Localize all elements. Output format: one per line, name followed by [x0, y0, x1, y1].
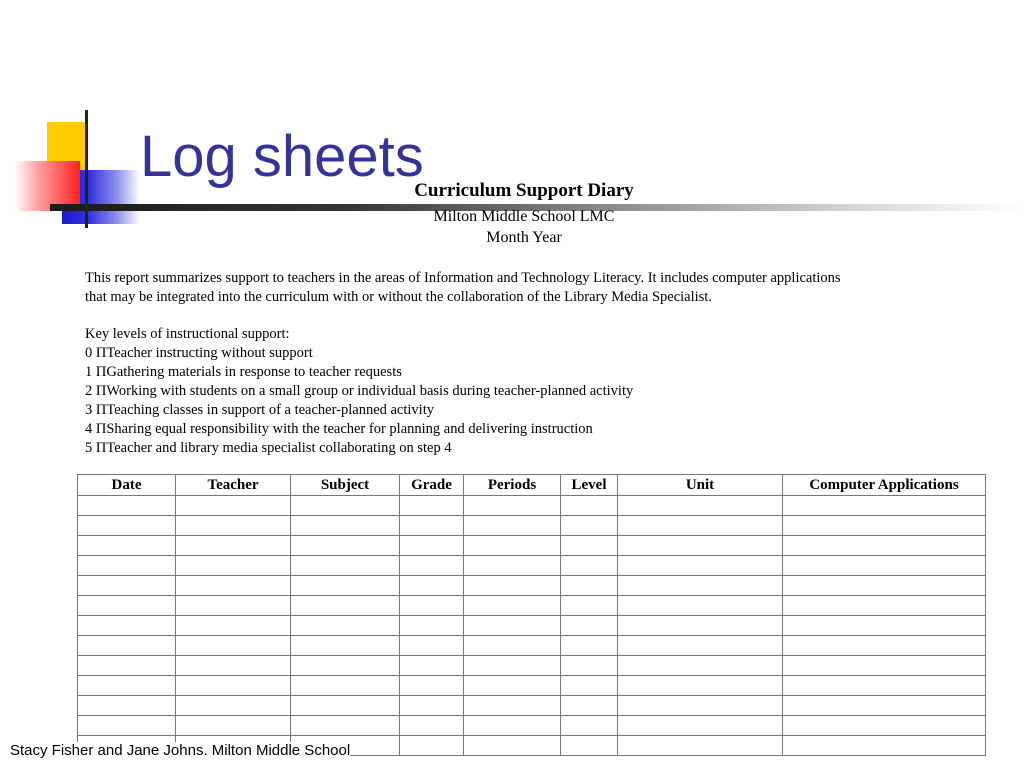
table-cell[interactable] — [618, 516, 783, 536]
table-cell[interactable] — [78, 636, 176, 656]
table-cell[interactable] — [464, 696, 561, 716]
table-cell[interactable] — [78, 496, 176, 516]
table-cell[interactable] — [78, 656, 176, 676]
table-cell[interactable] — [783, 536, 986, 556]
table-cell[interactable] — [464, 616, 561, 636]
table-cell[interactable] — [561, 576, 618, 596]
table-cell[interactable] — [176, 696, 291, 716]
table-cell[interactable] — [783, 656, 986, 676]
table-cell[interactable] — [291, 556, 400, 576]
column-header-subject: Subject — [291, 475, 400, 496]
table-cell[interactable] — [291, 656, 400, 676]
table-cell[interactable] — [400, 556, 464, 576]
table-cell[interactable] — [291, 636, 400, 656]
table-cell[interactable] — [291, 536, 400, 556]
table-cell[interactable] — [291, 496, 400, 516]
table-cell[interactable] — [78, 596, 176, 616]
level-item: 3 ΠTeaching classes in support of a teacher-planned activity — [85, 402, 434, 418]
level-item: 5 ΠTeacher and library media specialist collaborating on step 4 — [85, 440, 452, 456]
table-cell[interactable] — [618, 736, 783, 756]
table-cell[interactable] — [783, 516, 986, 536]
table-cell[interactable] — [618, 536, 783, 556]
column-header-periods: Periods — [464, 475, 561, 496]
table-cell[interactable] — [176, 536, 291, 556]
table-cell[interactable] — [561, 676, 618, 696]
column-header-date: Date — [78, 475, 176, 496]
table-cell[interactable] — [618, 676, 783, 696]
support-levels — [85, 325, 633, 458]
table-cell[interactable] — [176, 676, 291, 696]
table-cell[interactable] — [176, 516, 291, 536]
level-item: 4 ΠSharing equal responsibility with the teacher for planning and delivering instruction — [85, 421, 593, 437]
table-cell[interactable] — [561, 736, 618, 756]
table-cell[interactable] — [291, 616, 400, 636]
column-header-level: Level — [561, 475, 618, 496]
header-row — [78, 475, 986, 496]
table-cell[interactable] — [291, 716, 400, 736]
slide-title: Log sheets — [140, 124, 424, 189]
level-item: 2 ΠWorking with students on a small group or individual basis during teacher-planned activity — [85, 383, 634, 399]
table-cell[interactable] — [400, 596, 464, 616]
column-header-unit: Unit — [618, 475, 783, 496]
table-cell[interactable] — [176, 596, 291, 616]
table-cell[interactable] — [78, 536, 176, 556]
table-cell[interactable] — [176, 716, 291, 736]
table-cell[interactable] — [561, 616, 618, 636]
table-cell[interactable] — [464, 556, 561, 576]
table-cell[interactable] — [561, 636, 618, 656]
table-cell[interactable] — [561, 536, 618, 556]
table-cell[interactable] — [176, 636, 291, 656]
table-cell[interactable] — [618, 616, 783, 636]
table-row — [78, 656, 986, 676]
footer-credit: Stacy Fisher and Jane Johns. Milton Middle School — [10, 742, 351, 759]
table-cell[interactable] — [561, 716, 618, 736]
table-cell[interactable] — [783, 636, 986, 656]
level-item: 1 ΠGathering materials in response to teacher requests — [85, 364, 402, 380]
table-cell[interactable] — [291, 516, 400, 536]
table-cell[interactable] — [176, 616, 291, 636]
table-cell[interactable] — [78, 576, 176, 596]
table-row — [78, 636, 986, 656]
level-item: 0 ΠTeacher instructing without support — [85, 345, 313, 361]
table-cell[interactable] — [464, 596, 561, 616]
table-row — [78, 676, 986, 696]
table-cell[interactable] — [291, 576, 400, 596]
table-cell[interactable] — [78, 696, 176, 716]
table-cell[interactable] — [783, 616, 986, 636]
column-header-computer-applications: Computer Applications — [783, 475, 986, 496]
table-cell[interactable] — [783, 696, 986, 716]
table-cell[interactable] — [618, 496, 783, 516]
table-cell[interactable] — [291, 676, 400, 696]
table-cell[interactable] — [618, 556, 783, 576]
intro-line: that may be integrated into the curriculum with or without the collaboration of the Library Media Specialist. — [85, 289, 712, 305]
intro-paragraph — [85, 269, 841, 307]
table-cell[interactable] — [561, 656, 618, 676]
table-cell[interactable] — [78, 676, 176, 696]
table-cell[interactable] — [400, 516, 464, 536]
table-cell[interactable] — [464, 536, 561, 556]
table-cell[interactable] — [400, 676, 464, 696]
table-cell[interactable] — [618, 656, 783, 676]
table-cell[interactable] — [464, 576, 561, 596]
table-cell[interactable] — [176, 656, 291, 676]
table-row — [78, 556, 986, 576]
table-cell[interactable] — [783, 736, 986, 756]
table-cell[interactable] — [464, 496, 561, 516]
document-title: Curriculum Support Diary — [414, 180, 634, 201]
table-cell[interactable] — [783, 496, 986, 516]
table-cell[interactable] — [783, 576, 986, 596]
table-cell[interactable] — [78, 616, 176, 636]
intro-line: This report summarizes support to teachers in the areas of Information and Technology Literacy. It includes computer applications — [85, 270, 841, 286]
table-cell[interactable] — [78, 556, 176, 576]
table-row — [78, 496, 986, 516]
table-row — [78, 696, 986, 716]
column-header-grade: Grade — [400, 475, 464, 496]
table-cell[interactable] — [464, 636, 561, 656]
table-cell[interactable] — [176, 496, 291, 516]
table-cell[interactable] — [400, 536, 464, 556]
table-cell[interactable] — [618, 696, 783, 716]
log-table — [77, 474, 986, 756]
table-row — [78, 516, 986, 536]
table-row — [78, 616, 986, 636]
table-cell[interactable] — [400, 736, 464, 756]
table-cell[interactable] — [400, 496, 464, 516]
table-cell[interactable] — [78, 716, 176, 736]
table-cell[interactable] — [291, 696, 400, 716]
table-cell[interactable] — [400, 656, 464, 676]
table-cell[interactable] — [783, 676, 986, 696]
table-cell[interactable] — [400, 716, 464, 736]
table-cell[interactable] — [618, 596, 783, 616]
table-cell[interactable] — [464, 656, 561, 676]
table-cell[interactable] — [618, 636, 783, 656]
document-period: Month Year — [486, 229, 562, 246]
table-cell[interactable] — [618, 576, 783, 596]
table-cell[interactable] — [176, 576, 291, 596]
table-cell[interactable] — [78, 516, 176, 536]
table-cell[interactable] — [783, 556, 986, 576]
table-cell[interactable] — [464, 716, 561, 736]
table-cell[interactable] — [400, 576, 464, 596]
table-cell[interactable] — [291, 596, 400, 616]
document-subtitle: Milton Middle School LMC — [433, 208, 615, 225]
table-cell[interactable] — [176, 556, 291, 576]
table-cell[interactable] — [783, 716, 986, 736]
table-row — [78, 536, 986, 556]
table-cell[interactable] — [400, 616, 464, 636]
table-cell[interactable] — [783, 596, 986, 616]
table-cell[interactable] — [618, 716, 783, 736]
table-row — [78, 716, 986, 736]
table-row — [78, 596, 986, 616]
table-cell[interactable] — [561, 496, 618, 516]
log-table-body — [78, 496, 986, 756]
table-cell[interactable] — [464, 516, 561, 536]
table-cell[interactable] — [400, 636, 464, 656]
table-cell[interactable] — [561, 696, 618, 716]
table-cell[interactable] — [400, 696, 464, 716]
table-cell[interactable] — [561, 596, 618, 616]
table-cell[interactable] — [464, 736, 561, 756]
column-header-teacher: Teacher — [176, 475, 291, 496]
table-cell[interactable] — [561, 556, 618, 576]
table-row — [78, 576, 986, 596]
levels-heading: Key levels of instructional support: — [85, 326, 290, 342]
table-cell[interactable] — [561, 516, 618, 536]
table-cell[interactable] — [464, 676, 561, 696]
